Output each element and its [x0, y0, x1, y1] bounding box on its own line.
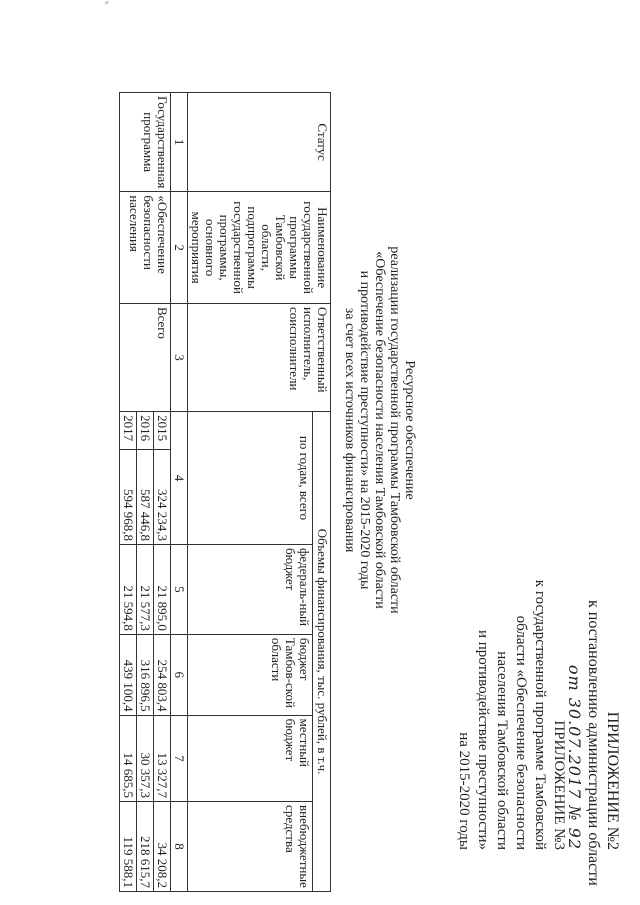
header-regional: бюджет Тамбов-ской области [188, 634, 313, 715]
table-row [154, 93, 171, 892]
total-cell: 594 968,8 [120, 449, 137, 544]
column-number: 8 [171, 802, 188, 892]
appendix-2-title: ПРИЛОЖЕНИЕ №2 [604, 711, 621, 850]
title-line4: и противодействие преступности» на 2015-2020 годы [357, 270, 372, 590]
margin-mark: ь [103, 1, 112, 5]
column-number: 3 [171, 303, 188, 411]
federal-cell: 21 577,3 [137, 544, 154, 634]
total-cell: 587 446,8 [137, 449, 154, 544]
row-executor: Всего [120, 303, 171, 411]
header-extra: внебюджетные средства [188, 802, 313, 892]
year-cell: 2016 [137, 412, 154, 449]
federal-cell: 21 594,8 [120, 544, 137, 634]
regional-cell: 316 896,5 [137, 634, 154, 715]
year-cell: 2017 [120, 412, 137, 449]
column-number: 7 [171, 715, 188, 801]
column-number: 5 [171, 544, 188, 634]
column-number: 2 [171, 192, 188, 304]
header-federal: федераль-ный бюджет [188, 544, 313, 634]
title-line1: Ресурсное обеспечение [402, 360, 417, 500]
header-local: местный бюджет [188, 715, 313, 801]
funding-table [119, 92, 331, 892]
appendix-3-line5: на 2015-2020 годы [456, 732, 472, 850]
title-line3: «Обеспечение безопасности населения Тамбовской области [372, 251, 387, 609]
appendix-3-line2: области «Обеспечение безопасности [513, 615, 529, 850]
total-cell: 324 234,3 [154, 449, 171, 544]
appendix-3-title: ПРИЛОЖЕНИЕ №3 [551, 720, 567, 850]
header-by-years: по годам, всего [188, 412, 313, 545]
appendix-3-block [454, 570, 568, 850]
appendix-2-handwritten-date: от 30.07.2017 № 92 [565, 664, 584, 850]
header-row-1 [313, 93, 331, 892]
title-line5: за счет всех источников финансирования [342, 307, 357, 553]
title-line2: реализации государственной программы Тамбовской области [387, 246, 402, 614]
column-number: 4 [171, 412, 188, 545]
appendix-2-block [565, 600, 622, 886]
header-executor: Ответственный исполнитель, соисполнители [188, 303, 331, 411]
regional-cell: 439 100,4 [120, 634, 137, 715]
appendix-3-line1: к государственной программе Тамбовской [532, 579, 548, 850]
appendix-2-line1: к постановлению администрации области [585, 600, 602, 886]
column-number: 1 [171, 93, 188, 192]
extra-cell: 119 588,1 [120, 802, 137, 892]
local-cell: 30 357,3 [137, 715, 154, 801]
local-cell: 13 327,7 [154, 715, 171, 801]
header-status: Статус [188, 93, 331, 192]
row-name: «Обеспечение безопасности населения [120, 192, 171, 304]
column-number-row [171, 93, 188, 892]
header-name: Наименование государственной программы Тамбовской области, подпрограммы государственной программы, основного мероприятия [188, 192, 331, 304]
regional-cell: 254 803,4 [154, 634, 171, 715]
extra-cell: 218 615,7 [137, 802, 154, 892]
federal-cell: 21 895,0 [154, 544, 171, 634]
column-number: 6 [171, 634, 188, 715]
local-cell: 14 685,5 [120, 715, 137, 801]
appendix-3-line3: населения Тамбовской области [494, 651, 510, 850]
document-title [342, 220, 417, 640]
row-status: Государственная программа [120, 93, 171, 192]
extra-cell: 34 208,2 [154, 802, 171, 892]
appendix-3-line4: и противодействие преступности» [475, 629, 491, 850]
header-volume: Объемы финансирования, тыс. рублей, в т.ч. [313, 412, 331, 892]
year-cell: 2015 [154, 412, 171, 449]
